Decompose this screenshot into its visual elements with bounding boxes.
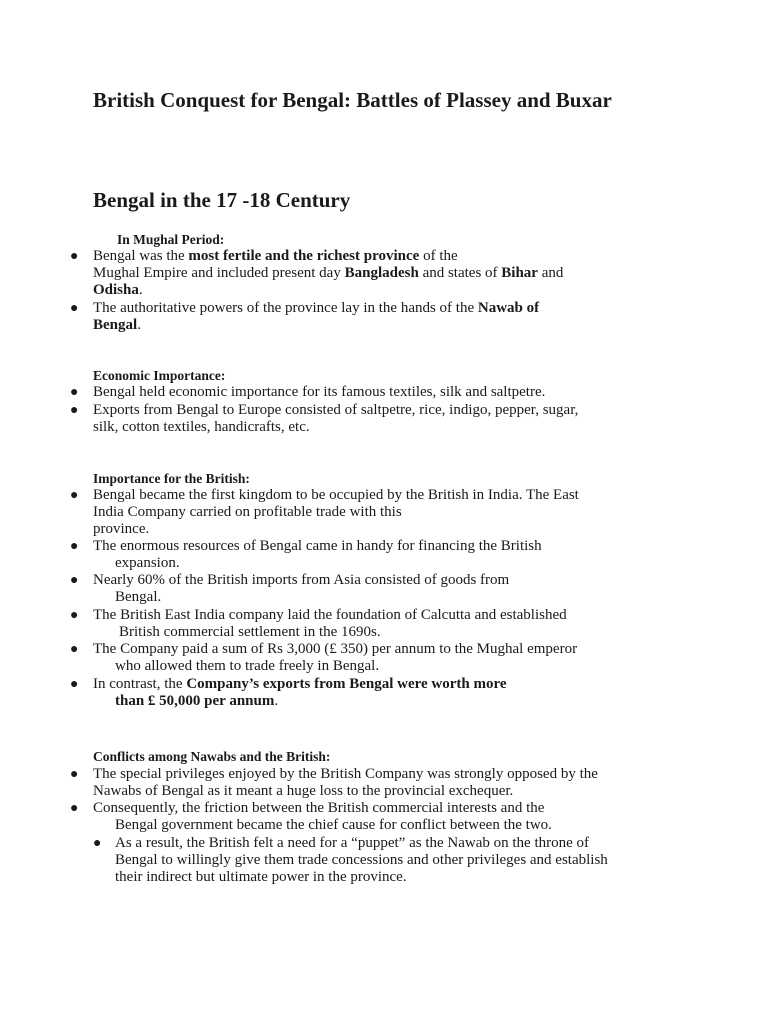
- list-item: ● Exports from Bengal to Europe consisted of saltpetre, rice, indigo, pepper, sugar, silk, cotton textiles, handicrafts, etc.: [70, 402, 579, 435]
- bullet-icon: ●: [70, 539, 79, 554]
- bullet-icon: ●: [70, 403, 79, 418]
- conflicts-label: Conflicts among Nawabs and the British:: [93, 749, 331, 764]
- list-item: ● Nearly 60% of the British imports from Asia consisted of goods from Bengal.: [70, 572, 510, 605]
- importance-british-label: Importance for the British:: [93, 471, 250, 486]
- bullet-icon: ●: [93, 836, 102, 851]
- bullet-icon: ●: [70, 573, 79, 588]
- economic-importance-label: Economic Importance:: [93, 368, 226, 383]
- bullet-icon: ●: [70, 677, 79, 692]
- list-item: ● The British East India company laid the foundation of Calcutta and established British commercial settlement in the 1690s.: [70, 607, 567, 640]
- list-item: ● Bengal became the first kingdom to be occupied by the British in India. The East India Company carried on profitable trade with this province.: [70, 487, 579, 537]
- bullet-icon: ●: [70, 385, 79, 400]
- bullet-icon: ●: [70, 801, 79, 816]
- list-item: ● The enormous resources of Bengal came in handy for financing the British expansion.: [70, 538, 542, 571]
- list-item: ● In contrast, the Company’s exports from Bengal were worth more than £ 50,000 per annum.: [70, 676, 507, 709]
- bullet-icon: ●: [70, 642, 79, 657]
- list-item: ● Bengal was the most fertile and the richest province of the Mughal Empire and included present day Bangladesh and states of Bihar and Odisha.: [70, 248, 564, 298]
- bullet-icon: ●: [70, 767, 79, 782]
- document-title: British Conquest for Bengal: Battles of Plassey and Buxar: [93, 88, 612, 112]
- list-item: ● The special privileges enjoyed by the British Company was strongly opposed by the Nawabs of Bengal as it meant a huge loss to the provincial exchequer.: [70, 766, 598, 799]
- list-item: ● The Company paid a sum of Rs 3,000 (£ 350) per annum to the Mughal emperor who allowed them to trade freely in Bengal.: [70, 641, 578, 674]
- nested-list-item: ● As a result, the British felt a need for a “puppet” as the Nawab on the throne of Bengal to willingly give them trade concessions and other privileges and establish their indirect but ultimate power in the province.: [93, 835, 608, 885]
- list-item: ● Consequently, the friction between the British commercial interests and the Bengal government became the chief cause for conflict between the two.: [70, 800, 552, 833]
- bullet-icon: ●: [70, 301, 79, 316]
- list-item: ● The authoritative powers of the province lay in the hands of the Nawab of Bengal.: [70, 300, 540, 333]
- bullet-icon: ●: [70, 488, 79, 503]
- bullet-icon: ●: [70, 249, 79, 264]
- bullet-icon: ●: [70, 608, 79, 623]
- mughal-period-label: In Mughal Period:: [117, 232, 225, 247]
- list-item: ● Bengal held economic importance for its famous textiles, silk and saltpetre.: [70, 384, 546, 400]
- section-heading: Bengal in the 17 -18 Century: [93, 188, 351, 212]
